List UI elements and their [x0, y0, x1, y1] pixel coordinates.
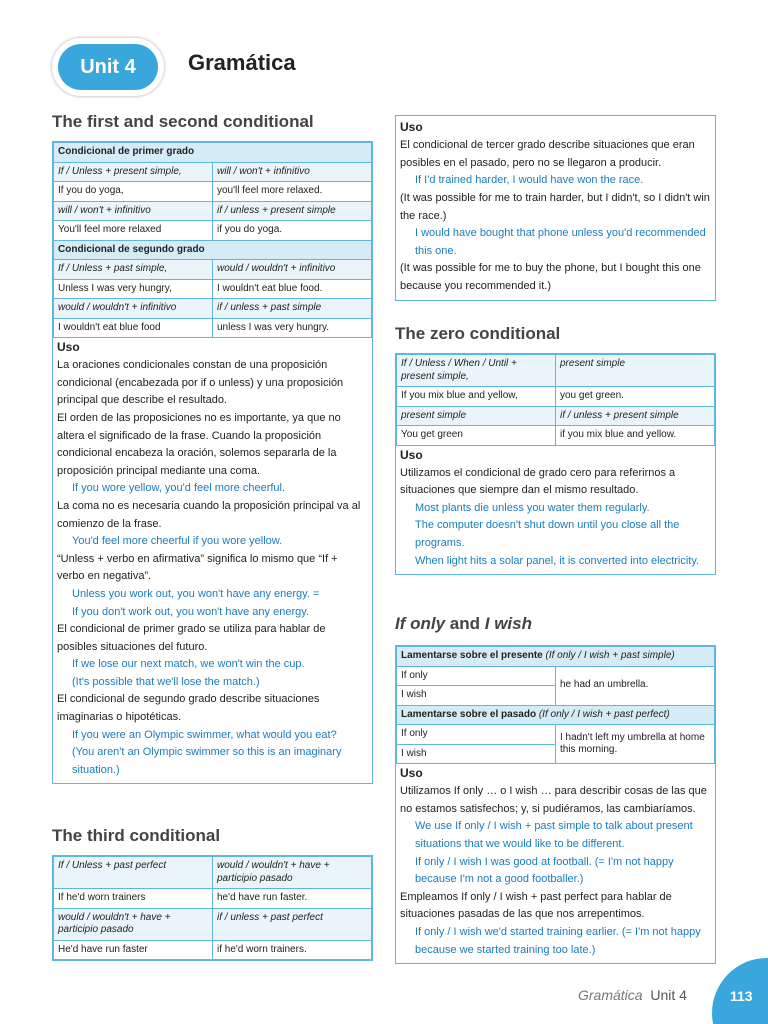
table-cell: would / wouldn't + infinitivo: [213, 260, 372, 280]
section-title-if-only: [395, 614, 532, 634]
page-title: Gramática: [188, 50, 296, 75]
table-heading: [397, 705, 715, 725]
heading-sub: (If only / I wish + past simple): [545, 650, 675, 661]
table-cell: I wouldn't eat blue food: [54, 318, 213, 338]
uso-text: Utilizamos If only … o I wish … para describir cosas de las que no estamos satisfechos; y, si pudiéramos, las cambiaríamos.: [400, 785, 707, 815]
table-cell: would / wouldn't + infinitivo: [54, 299, 213, 319]
uso-text: El condicional de tercer grado describe situaciones que eran posibles en el pasado, pero no se llegaron a producir.: [400, 139, 695, 169]
table-cell: He'd have run faster: [54, 940, 213, 960]
title-part: I wish: [484, 614, 532, 633]
example: (You aren't an Olympic swimmer so this is an imaginary situation.): [72, 746, 342, 776]
table-cell: You get green: [397, 426, 556, 446]
uso-text: El orden de las proposiciones no es importante, ya que no altera el significado de la frase. Cuando la proposición condicional encabeza la oración, solemos separarla de la proposición principal mediante una coma.: [57, 411, 341, 477]
example: You'd feel more cheerful if you wore yellow.: [72, 535, 283, 548]
zero-table: [396, 354, 715, 446]
table-cell: I wouldn't eat blue food.: [213, 279, 372, 299]
first-second-box: [52, 141, 373, 784]
example: We use If only / I wish + past simple to talk about present situations that we would like to be different.: [415, 820, 693, 850]
table-cell: he had an umbrella.: [556, 666, 715, 705]
title-part: If only: [395, 614, 446, 633]
uso-text: Utilizamos el condicional de grado cero para referirnos a situaciones que siempre dan el mismo resultado.: [400, 466, 676, 497]
if-only-box: [395, 645, 716, 964]
zero-box: [395, 353, 716, 575]
example: Most plants die unless you water them regularly.: [415, 501, 650, 514]
example: If only / I wish we'd started training earlier. (= I'm not happy because we started training too late.): [415, 925, 701, 956]
example: If you wore yellow, you'd feel more cheerful.: [72, 482, 286, 495]
table-cell: you'll feel more relaxed.: [213, 182, 372, 202]
table-cell: if you mix blue and yellow.: [556, 426, 715, 446]
table-cell: If only: [397, 725, 556, 745]
uso-text: (It was possible for me to train harder, but I didn't, so I didn't win the race.): [400, 191, 710, 222]
table-heading: Condicional de segundo grado: [54, 240, 372, 260]
table-cell: You'll feel more relaxed: [54, 221, 213, 241]
uso-text: Empleamos If only / I wish + past perfect para hablar de situaciones pasadas de las que nos arrepentimos.: [400, 890, 672, 921]
third-uso-box: [395, 115, 716, 301]
example: Unless you work out, you won't have any energy. =: [72, 587, 320, 600]
table-cell: if / unless + present simple: [556, 406, 715, 426]
table-cell: would / wouldn't + have + participio pasado: [54, 908, 213, 940]
uso-text: (It was possible for me to buy the phone, but I bought this one because you recommended it.): [400, 262, 701, 292]
footer-unit: Unit 4: [650, 987, 687, 1003]
table-cell: if he'd worn trainers.: [213, 940, 372, 960]
table-heading: Condicional de primer grado: [54, 143, 372, 163]
first-second-table: [53, 142, 372, 338]
example: I would have bought that phone unless you'd recommended this one.: [415, 227, 706, 257]
example: If only / I wish I was good at football. (= I'm not happy because I'm not a good footballer.): [415, 855, 674, 886]
table-cell: unless I was very hungry.: [213, 318, 372, 338]
if-only-table: [396, 646, 715, 764]
uso-text: El condicional de segundo grado describe situaciones imaginarias o hipotéticas.: [57, 693, 320, 724]
table-cell: would / wouldn't + have + participio pasado: [213, 857, 372, 889]
table-cell: will / won't + infinitivo: [213, 162, 372, 182]
example: If you were an Olympic swimmer, what would you eat?: [72, 728, 337, 741]
uso-text: La coma no es necesaria cuando la proposición principal va al comienzo de la frase.: [57, 499, 361, 530]
table-cell: present simple: [556, 355, 715, 387]
third-box: [52, 855, 373, 961]
example: If we lose our next match, we won't win the cup.: [72, 658, 305, 671]
table-cell: you get green.: [556, 387, 715, 407]
third-uso: [396, 116, 715, 300]
uso-title: Uso: [57, 340, 80, 354]
table-cell: he'd have run faster.: [213, 889, 372, 909]
unit-badge: Unit 4: [58, 44, 158, 90]
table-cell: If you mix blue and yellow,: [397, 387, 556, 407]
table-cell: present simple: [397, 406, 556, 426]
section-title-third: The third conditional: [52, 826, 221, 845]
table-cell: if you do yoga.: [213, 221, 372, 241]
page-number: 113: [712, 958, 768, 1024]
heading-text: Lamentarse sobre el presente: [401, 650, 543, 661]
section-title-first-second: The first and second conditional: [52, 112, 314, 131]
table-cell: will / won't + infinitivo: [54, 201, 213, 221]
uso-text: La oraciones condicionales constan de una proposición condicional (encabezada por if o unless) y una proposición principal que describe el resultado.: [57, 359, 344, 407]
table-cell: I hadn't left my umbrella at home this morning.: [556, 725, 715, 764]
uso-title: Uso: [400, 766, 423, 780]
title-part: and: [449, 614, 481, 633]
heading-sub: (If only / I wish + past perfect): [538, 708, 670, 720]
table-cell: If / Unless / When / Until + present simple,: [397, 355, 556, 387]
table-cell: I wish: [397, 744, 556, 764]
table-cell: If / Unless + past perfect: [54, 857, 213, 889]
third-table: [53, 856, 372, 960]
example: When light hits a solar panel, it is converted into electricity.: [415, 554, 700, 567]
table-heading: [397, 647, 715, 667]
table-cell: If / Unless + past simple,: [54, 260, 213, 280]
example: If I'd trained harder, I would have won the race.: [415, 174, 644, 187]
footer-section: Gramática: [578, 987, 643, 1003]
uso-text: “Unless + verbo en afirmativa” significa lo mismo que “If + verbo en negativa”.: [57, 552, 338, 583]
example: The computer doesn't shut down until you close all the programs.: [415, 519, 680, 550]
first-second-uso: [53, 338, 372, 783]
heading-text: Lamentarse sobre el pasado: [401, 708, 537, 720]
table-cell: if / unless + past simple: [213, 299, 372, 319]
section-title-zero: The zero conditional: [395, 324, 561, 343]
table-cell: If he'd worn trainers: [54, 889, 213, 909]
footer-label: [578, 987, 687, 1003]
uso-text: El condicional de primer grado se utiliza para hablar de posibles situaciones del futuro.: [57, 623, 326, 653]
if-only-uso: [396, 764, 715, 963]
table-cell: I wish: [397, 686, 556, 706]
example: If you don't work out, you won't have any energy.: [72, 605, 309, 618]
zero-uso: [396, 446, 715, 575]
uso-title: Uso: [400, 120, 423, 134]
uso-title: Uso: [400, 447, 423, 462]
example: (It's possible that we'll lose the match.): [72, 675, 260, 688]
table-cell: if / unless + present simple: [213, 201, 372, 221]
table-cell: If / Unless + present simple,: [54, 162, 213, 182]
table-cell: If you do yoga,: [54, 182, 213, 202]
table-cell: If only: [397, 666, 556, 686]
table-cell: Unless I was very hungry,: [54, 279, 213, 299]
table-cell: if / unless + past perfect: [213, 908, 372, 940]
